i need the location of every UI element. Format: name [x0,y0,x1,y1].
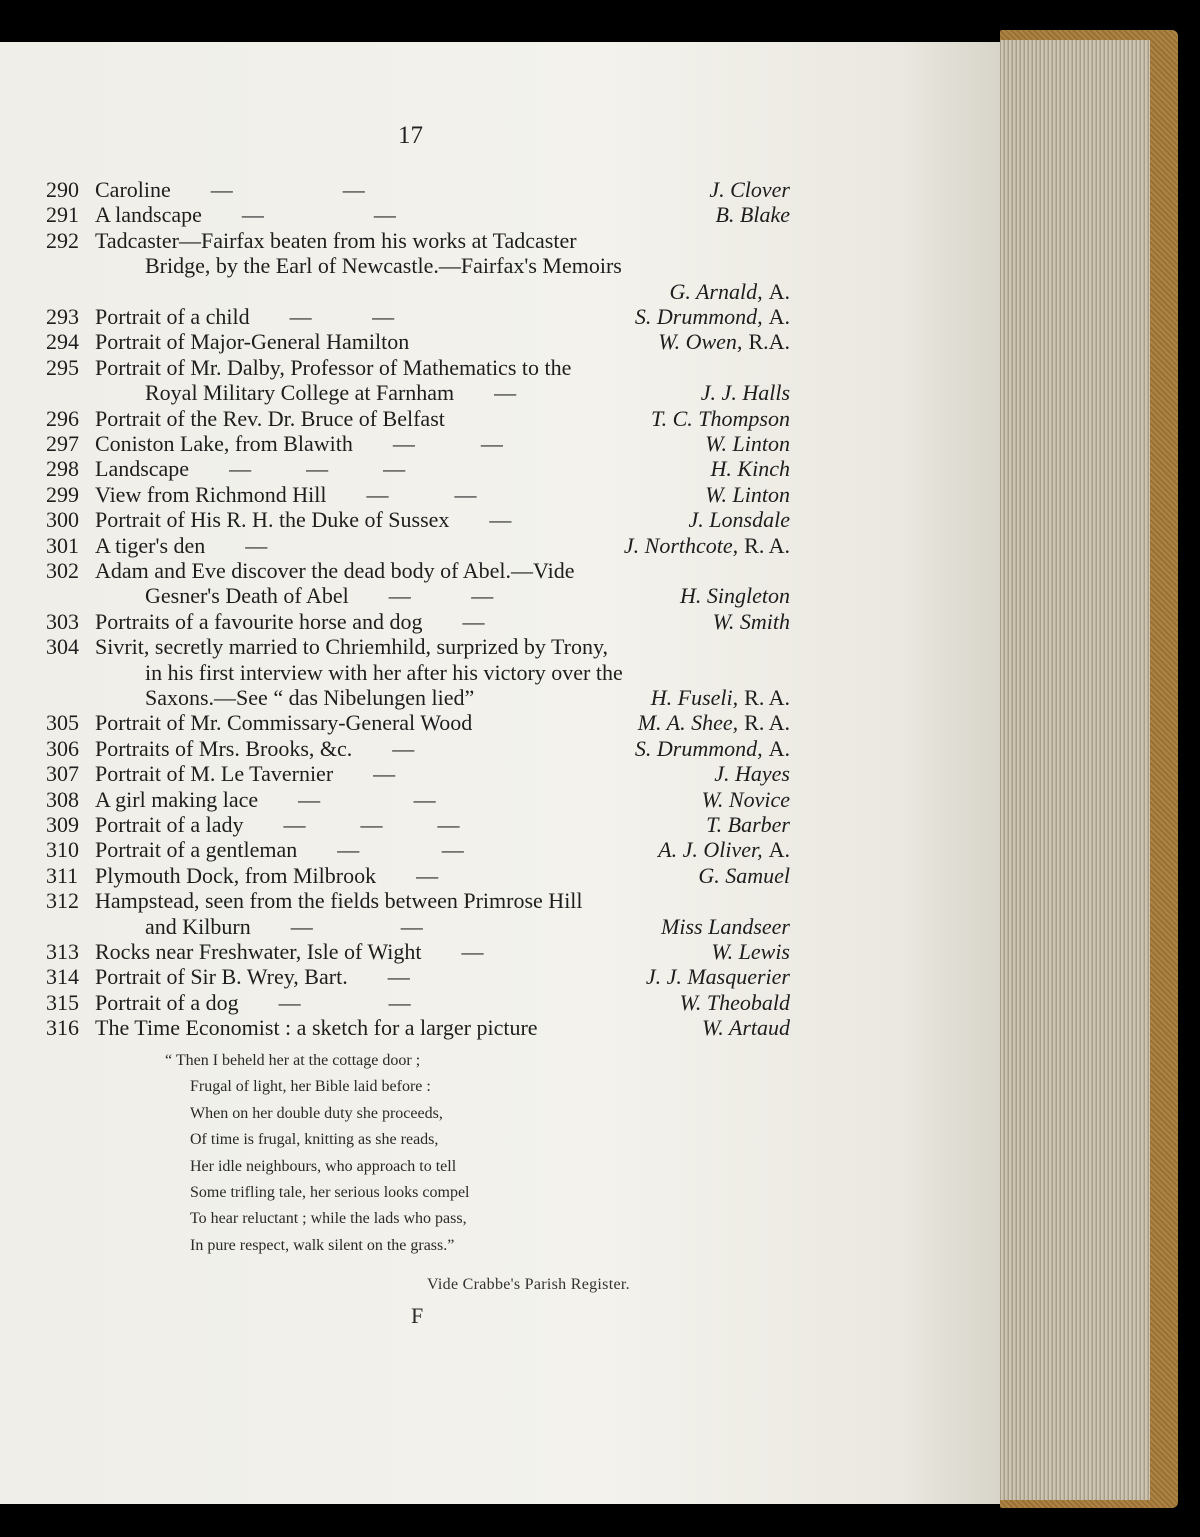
entry-title: Bridge, by the Earl of Newcastle.—Fairfax's Memoirs [145,253,622,279]
artist-name [624,533,790,559]
artist-title: R.A. [748,329,790,355]
catalogue-line [0,304,1000,330]
catalogue-line [0,355,1000,381]
catalogue-line [0,634,1000,660]
dash-filler: — — [241,202,396,228]
catalogue-line [0,685,1000,711]
entry-number: 300 [46,507,79,533]
entry-title: Portrait of Major-General Hamilton [95,329,410,355]
artist-name-text: H. Kinch [710,456,790,482]
dash-filler: — — [290,913,423,939]
artist-title: A. [768,304,790,329]
artist-name [658,329,790,355]
catalogue-line [0,482,1000,508]
dash-filler: — — [210,177,365,202]
catalogue-line [0,990,1000,1016]
entry-number: 312 [46,888,79,914]
entry-title: Tadcaster—Fairfax beaten from his works at Tadcaster [95,227,577,253]
entry-title: Portrait of Mr. Dalby, Professor of Mathematics to the [95,354,572,380]
catalogue-line [0,812,1000,838]
artist-name [701,380,790,406]
dash-filler: — — [337,837,464,863]
entry-number: 293 [46,304,79,329]
dash-filler: — — [388,583,494,609]
catalogue-line [0,710,1000,736]
artist-name-text: W. Linton [705,431,790,456]
entry-title: Portrait of a gentleman [95,837,298,863]
dash-filler: — — [298,786,436,812]
artist-title: R. A. [744,532,790,558]
dash-filler: — — [278,989,411,1015]
catalogue-line [0,787,1000,813]
entry-title: Portrait of His R. H. the Duke of Sussex [95,507,450,533]
entry-number: 306 [46,735,79,761]
poem-line: To hear reluctant ; while the lads who pass, [190,1210,467,1228]
entry-title: A tiger's den [95,532,206,558]
artist-name-text: Miss Landseer [661,913,790,939]
page-edges [1000,40,1150,1500]
entry-number: 297 [46,431,79,456]
poem-line: “ Then I beheld her at the cottage door ; [165,1052,421,1069]
artist-name-text: S. Drummond, [634,304,763,329]
catalogue-line [0,888,1000,914]
artist-name [714,761,790,787]
artist-title: A. [768,278,790,304]
artist-name-text: J. Clover [709,177,790,202]
entry-title: Portrait of a child [95,304,250,329]
catalogue-line [0,253,1000,279]
artist-name [705,431,790,457]
catalogue-line [0,202,1000,228]
entry-number: 313 [46,939,79,964]
entry-title: Adam and Eve discover the dead body of Abel.—Vide [95,558,575,583]
artist-name-text: S. Drummond, [634,735,763,761]
artist-name [680,583,790,609]
catalogue-line [0,736,1000,762]
entry-number: 301 [46,532,79,558]
dash-filler: — [489,507,512,533]
artist-name-text: W. Novice [701,786,790,812]
catalogue-line [0,456,1000,482]
catalogue-line [0,609,1000,635]
artist-name [635,304,790,330]
entry-number: 304 [46,634,79,660]
entry-title: Portraits of a favourite horse and dog [95,608,423,634]
catalogue-line [0,660,1000,686]
entry-number: 295 [46,354,79,380]
entry-number: 311 [46,862,79,888]
entry-title: Rocks near Freshwater, Isle of Wight [95,939,422,964]
catalogue-line [0,1015,1000,1041]
artist-name-text: J. J. Halls [700,380,790,406]
poem-line: Some trifling tale, her serious looks compel [190,1184,470,1201]
dash-filler: — [462,608,485,634]
catalogue-line [0,558,1000,584]
artist-name [646,964,790,990]
entry-number: 305 [46,710,79,736]
artist-name [713,609,790,635]
poem-line: In pure respect, walk silent on the grass.” [190,1236,455,1254]
artist-name-text: T. Barber [706,812,790,837]
entry-number: 292 [46,227,79,253]
entry-title: Portrait of Sir B. Wrey, Bart. [95,964,348,990]
artist-name-text: J. J. Masquerier [645,964,790,990]
entry-number: 315 [46,989,79,1015]
artist-name-text: G. Arnald, [669,278,763,304]
catalogue-line [0,177,1000,203]
artist-name-text: A. J. Oliver, [658,837,763,863]
artist-name [680,990,790,1016]
catalogue-line [0,863,1000,889]
artist-name [698,863,790,889]
dash-filler: — [387,964,410,990]
entry-title: Coniston Lake, from Blawith [95,431,353,456]
entry-number: 302 [46,558,79,583]
artist-name-text: M. A. Shee, [637,710,739,736]
artist-name [689,507,790,533]
artist-name [706,812,790,838]
entry-title: Royal Military College at Farnham [145,380,455,406]
artist-name-text: T. C. Thompson [651,405,790,431]
dash-filler: — [392,735,415,761]
entry-number: 308 [46,786,79,812]
entry-title: Portraits of Mrs. Brooks, &c. [95,735,353,761]
catalogue-line [0,329,1000,355]
dash-filler: — — [366,481,477,507]
dash-filler: — [373,761,396,787]
entry-number: 307 [46,761,79,787]
entry-title: Portrait of Mr. Commissary-General Wood [95,710,473,736]
entry-number: 310 [46,837,79,863]
page-number: 17 [398,122,423,149]
dash-filler: — [494,380,517,406]
artist-name [705,482,790,508]
artist-name [702,1015,790,1041]
artist-name-text: J. Hayes [714,761,790,787]
artist-name [711,939,790,965]
entry-title: Portrait of a dog [95,989,239,1015]
artist-name-text: H. Fuseli, [650,685,739,710]
entry-title: Portrait of the Rev. Dr. Bruce of Belfast [95,405,445,431]
artist-name [709,177,790,203]
artist-name [702,787,790,813]
entry-title: A landscape [95,202,202,228]
artist-name-text: W. Artaud [701,1015,790,1041]
catalogue-line [0,939,1000,965]
entry-number: 296 [46,405,79,431]
artist-name-text: J. Lonsdale [688,507,790,533]
entry-number: 298 [46,456,79,482]
artist-name [651,685,790,711]
artist-name [638,710,790,736]
artist-name [635,736,790,762]
artist-name-text: B. Blake [715,202,790,228]
artist-name-text: H. Singleton [680,583,790,609]
dash-filler: — — [289,304,395,329]
entry-number: 303 [46,608,79,634]
artist-name [658,837,790,863]
artist-name [651,406,790,432]
catalogue-line [0,228,1000,254]
entry-number: 316 [46,1015,79,1041]
artist-name-text: W. Owen, [658,329,743,355]
artist-title: R. A. [744,710,790,736]
artist-name-text: W. Lewis [711,939,790,964]
artist-title: A. [768,837,790,863]
artist-name-text: W. Theobald [679,989,790,1015]
poem-line: Her idle neighbours, who approach to tell [190,1157,457,1175]
entry-title: View from Richmond Hill [95,481,327,507]
poem-line: When on her double duty she proceeds, [190,1104,443,1122]
entry-number: 314 [46,964,79,990]
entry-title: Hampstead, seen from the fields between Primrose Hill [95,888,583,914]
dash-filler: — [416,862,439,888]
entry-title: Portrait of M. Le Tavernier [95,761,334,787]
artist-title: A. [768,735,790,761]
entry-number: 294 [46,329,79,355]
artist-name-text: J. Northcote, [623,532,739,558]
entry-number: 290 [46,177,79,202]
entry-title: Sivrit, secretly married to Chriemhild, surprized by Trony, [95,634,609,660]
catalogue-line [0,583,1000,609]
catalogue-line [0,914,1000,940]
catalogue-line [0,507,1000,533]
entry-title: Portrait of a lady [95,812,244,837]
artist-title: R. A. [744,685,790,710]
catalogue-line [0,533,1000,559]
dash-filler: — — — [229,456,406,482]
artist-name [711,456,790,482]
artist-name [661,914,790,940]
catalogue-line [0,406,1000,432]
catalogue-line [0,380,1000,406]
dash-filler: — [245,532,268,558]
entry-title: Gesner's Death of Abel [145,583,349,609]
entry-title: Saxons.—See “ das Nibelungen lied” [145,685,475,710]
entry-title: and Kilburn [145,913,251,939]
entry-title: A girl making lace [95,786,259,812]
entry-title: Plymouth Dock, from Milbrook [95,862,377,888]
poem-line: Of time is frugal, knitting as she reads, [190,1131,439,1149]
entry-title: Landscape [95,456,190,482]
catalogue-line [0,431,1000,457]
entry-title: Caroline [95,177,171,202]
catalogue-line [0,837,1000,863]
entry-number: 291 [46,202,79,228]
catalogue-line [0,279,1000,305]
dash-filler: — — — [283,812,460,837]
artist-name-text: W. Linton [705,481,790,507]
dash-filler: — [461,939,484,964]
poem-citation: Vide Crabbe's Parish Register. [427,1276,630,1293]
artist-name-text: W. Smith [712,608,790,634]
entry-number: 309 [46,812,79,837]
poem-line: Frugal of light, her Bible laid before : [190,1078,431,1096]
artist-name-text: G. Samuel [698,862,790,888]
artist-name [670,279,791,305]
entry-number: 299 [46,481,79,507]
catalogue-line [0,964,1000,990]
signature-mark: F [411,1303,424,1328]
dash-filler: — — [392,431,503,456]
artist-name [715,202,790,228]
entry-title: in his first interview with her after his victory over the [145,659,623,685]
entry-title: The Time Economist : a sketch for a larger picture [95,1015,538,1041]
catalogue-line [0,761,1000,787]
